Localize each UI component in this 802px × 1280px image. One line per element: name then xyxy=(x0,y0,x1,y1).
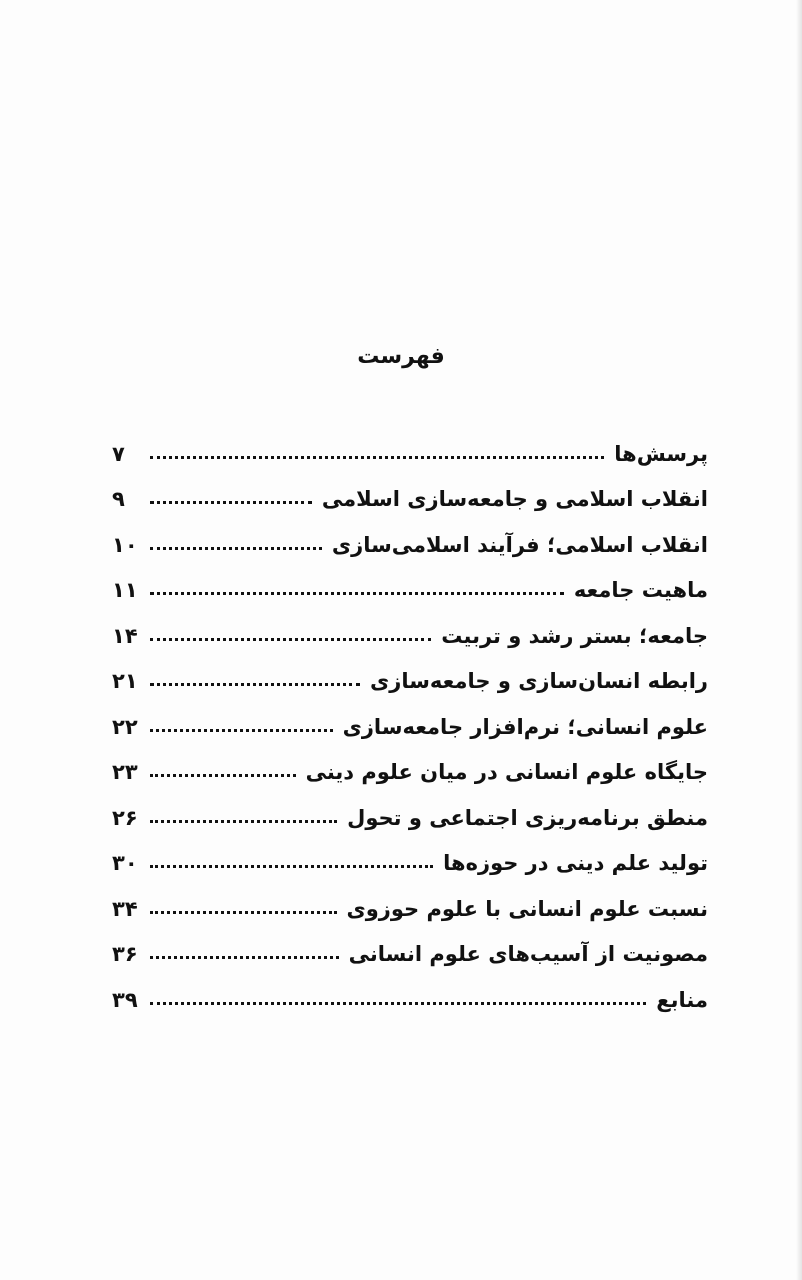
toc-entry[interactable] xyxy=(112,610,708,656)
toc-entry-page: ۹ xyxy=(112,487,125,511)
toc-entry-page: ۲۲ xyxy=(112,714,138,739)
toc-entry-page: ۳۶ xyxy=(112,942,138,966)
toc-entry-title: تولید علم دینی در حوزه‌ها xyxy=(443,851,708,875)
toc-entry-title: انقلاب اسلامی و جامعه‌سازی اسلامی xyxy=(321,487,708,511)
toc-entry-page: ۲۳ xyxy=(112,760,138,784)
toc-entry-title: منابع xyxy=(656,987,708,1012)
toc-entry[interactable] xyxy=(112,428,708,474)
dot-leader xyxy=(150,547,322,550)
toc-entry-title: نسبت علوم انسانی با علوم حوزوی xyxy=(346,896,708,921)
toc-entry[interactable] xyxy=(112,929,708,975)
toc-entry-page: ۳۴ xyxy=(112,896,138,921)
dot-leader xyxy=(150,774,296,777)
toc-entry-title: انقلاب اسلامی؛ فرآیند اسلامی‌سازی xyxy=(331,532,708,557)
toc-entry[interactable] xyxy=(112,974,708,1020)
toc-entry[interactable] xyxy=(112,519,708,565)
table-of-contents xyxy=(112,428,708,1020)
toc-entry-page: ۲۶ xyxy=(112,805,138,830)
dot-leader xyxy=(150,1002,646,1005)
dot-leader xyxy=(150,456,604,459)
toc-entry[interactable] xyxy=(112,838,708,884)
toc-entry-page: ۷ xyxy=(112,441,125,466)
toc-entry-title: رابطه انسان‌سازی و جامعه‌سازی xyxy=(370,669,708,693)
toc-entry[interactable] xyxy=(112,747,708,793)
toc-entry-title: جایگاه علوم انسانی در میان علوم دینی xyxy=(305,760,708,784)
toc-entry-title: علوم انسانی؛ نرم‌افزار جامعه‌سازی xyxy=(342,714,708,739)
dot-leader xyxy=(150,729,333,732)
toc-entry-page: ۱۰ xyxy=(112,532,138,557)
dot-leader xyxy=(150,683,360,686)
toc-entry[interactable] xyxy=(112,565,708,611)
dot-leader xyxy=(150,592,564,595)
toc-entry-page: ۳۰ xyxy=(112,851,138,875)
toc-title: فهرست xyxy=(357,344,445,369)
toc-entry[interactable] xyxy=(112,656,708,702)
toc-entry[interactable] xyxy=(112,883,708,929)
toc-entry-page: ۲۱ xyxy=(112,669,138,693)
toc-entry-title: جامعه؛ بستر رشد و تربیت xyxy=(441,623,708,648)
toc-entry-title: منطق برنامه‌ریزی اجتماعی و تحول xyxy=(347,805,708,830)
page-edge-shadow xyxy=(796,0,802,1280)
dot-leader xyxy=(150,501,312,504)
toc-entry-title: پرسش‌ها xyxy=(614,441,708,466)
toc-entry-title: ماهیت جامعه xyxy=(573,578,708,602)
dot-leader xyxy=(150,911,337,914)
dot-leader xyxy=(150,638,431,641)
toc-entry-page: ۱۱ xyxy=(112,578,138,602)
toc-entry-page: ۱۴ xyxy=(112,623,138,648)
toc-entry-page: ۳۹ xyxy=(112,987,138,1012)
toc-entry-title: مصونیت از آسیب‌های علوم انسانی xyxy=(348,942,708,966)
dot-leader xyxy=(150,820,337,823)
dot-leader xyxy=(150,865,433,868)
toc-entry[interactable] xyxy=(112,701,708,747)
toc-entry[interactable] xyxy=(112,474,708,520)
dot-leader xyxy=(150,956,339,959)
toc-entry[interactable] xyxy=(112,792,708,838)
